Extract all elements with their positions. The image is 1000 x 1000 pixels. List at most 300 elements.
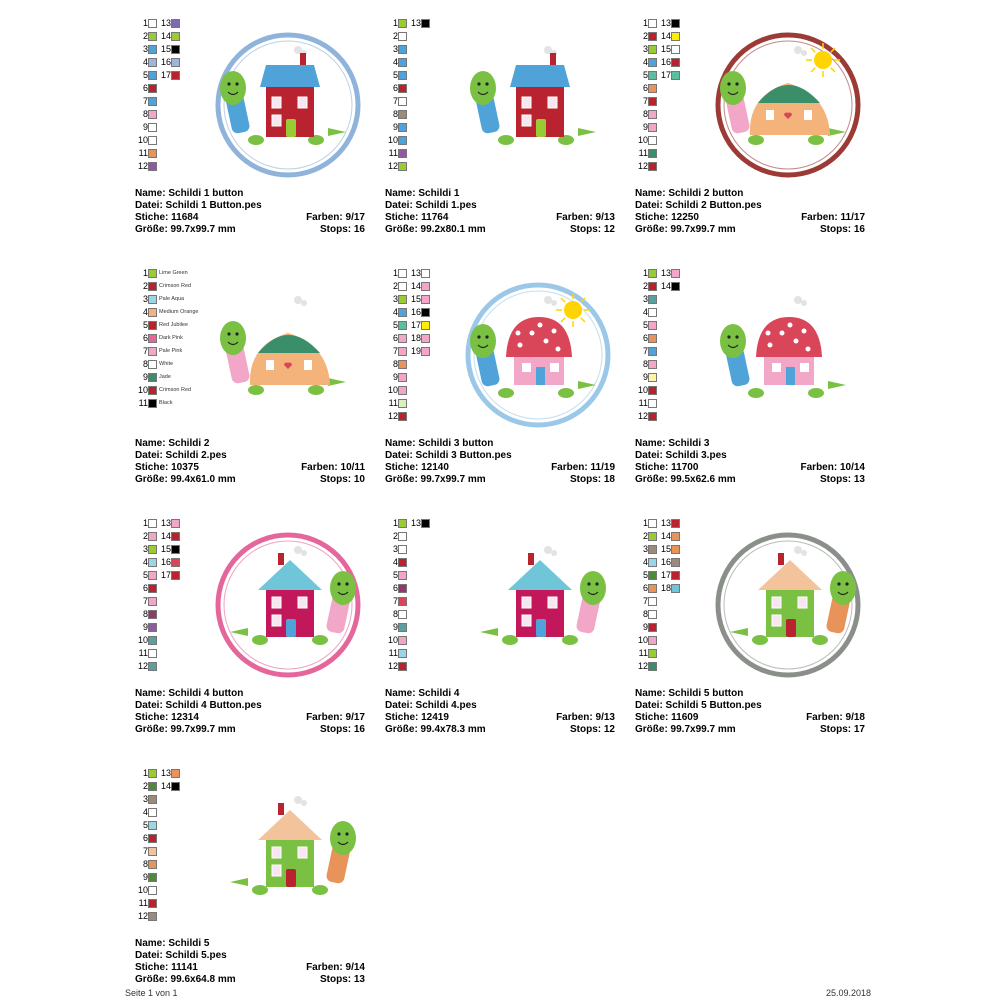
- color-number: 15: [660, 44, 671, 54]
- color-number: 4: [392, 557, 398, 567]
- color-number: 12: [137, 661, 148, 671]
- color-swatch: [648, 386, 657, 395]
- color-swatch: [398, 636, 407, 645]
- size-line: Größe: 99.7x99.7 mm Stops: 16: [635, 224, 865, 235]
- color-swatch: [648, 334, 657, 343]
- file-line: Datei: Schildi 5.pes: [135, 950, 227, 961]
- color-number: 10: [387, 635, 398, 645]
- color-number: 16: [160, 57, 171, 67]
- color-swatch: [398, 282, 407, 291]
- color-swatch: [648, 610, 657, 619]
- color-number: 6: [142, 83, 148, 93]
- color-name: Crimson Red: [159, 283, 192, 289]
- design-info: [635, 688, 865, 736]
- color-number: 14: [660, 31, 671, 41]
- color-swatch: [398, 597, 407, 606]
- color-number: 18: [410, 333, 421, 343]
- file-line: Datei: Schildi 1.pes: [385, 200, 477, 211]
- color-swatch: [671, 45, 680, 54]
- color-swatch: [648, 545, 657, 554]
- color-swatch: [398, 386, 407, 395]
- color-swatch: [648, 269, 657, 278]
- colors-count: Farben: 9/17: [306, 712, 365, 723]
- color-swatch: [648, 58, 657, 67]
- color-number: 11: [638, 148, 648, 158]
- color-swatch: [648, 295, 657, 304]
- stops-count: Stops: 12: [569, 724, 615, 735]
- color-swatch: [148, 649, 157, 658]
- color-number: 9: [142, 372, 148, 382]
- stitches-line: Stiche: 11609 Farben: 9/18: [635, 712, 865, 723]
- color-swatch: [148, 162, 157, 171]
- color-number: 15: [160, 44, 171, 54]
- color-number: 3: [642, 544, 648, 554]
- color-swatch: [398, 360, 407, 369]
- color-swatch: [671, 571, 680, 580]
- design-card: [635, 518, 870, 743]
- stitches-line: Stiche: 11684 Farben: 9/17: [135, 212, 365, 223]
- color-number: 7: [142, 846, 148, 856]
- color-swatch: [398, 347, 407, 356]
- color-swatch: [171, 545, 180, 554]
- color-swatch: [148, 860, 157, 869]
- color-number: 14: [660, 531, 671, 541]
- color-number: 4: [642, 557, 648, 567]
- color-number: 10: [137, 385, 148, 395]
- color-swatch: [398, 295, 407, 304]
- color-number: 1: [642, 518, 648, 528]
- color-number: 6: [392, 333, 398, 343]
- stops-count: Stops: 13: [819, 474, 865, 485]
- color-number: 1: [142, 768, 148, 778]
- color-number: 4: [142, 807, 148, 817]
- name-line: Name: Schildi 2: [135, 438, 210, 449]
- color-number: 14: [160, 531, 171, 541]
- name-line: Name: Schildi 3 button: [385, 438, 494, 449]
- color-swatch: [171, 32, 180, 41]
- design-card: [135, 518, 370, 743]
- color-swatch: [648, 597, 657, 606]
- stops-count: Stops: 10: [319, 474, 365, 485]
- color-number: 10: [637, 135, 648, 145]
- color-number: 15: [410, 294, 421, 304]
- name-line: Name: Schildi 3: [635, 438, 710, 449]
- color-swatch: [148, 71, 157, 80]
- color-number: 3: [642, 44, 648, 54]
- color-swatch: [148, 912, 157, 921]
- color-number: 13: [160, 768, 171, 778]
- color-swatch: [398, 412, 407, 421]
- embroidery-design-image: [713, 23, 863, 183]
- design-info: [385, 438, 615, 486]
- color-name: Crimson Red: [159, 387, 192, 393]
- colors-count: Farben: 9/17: [306, 212, 365, 223]
- color-swatch: [648, 282, 657, 291]
- color-number: 10: [637, 385, 648, 395]
- color-name: Red Jubilee: [159, 322, 189, 328]
- color-number: 4: [642, 57, 648, 67]
- color-swatch: [171, 19, 180, 28]
- color-swatch: [648, 97, 657, 106]
- color-number: 11: [138, 148, 148, 158]
- color-swatch: [398, 334, 407, 343]
- color-number: 2: [392, 31, 398, 41]
- color-swatch: [398, 308, 407, 317]
- color-number: 10: [637, 635, 648, 645]
- color-swatch: [648, 532, 657, 541]
- size-line: Größe: 99.7x99.7 mm Stops: 16: [135, 224, 365, 235]
- color-number: 9: [392, 372, 398, 382]
- color-number: 1: [142, 518, 148, 528]
- color-swatch: [648, 162, 657, 171]
- name-line: Name: Schildi 5 button: [635, 688, 744, 699]
- color-swatch: [148, 558, 157, 567]
- color-number: 16: [660, 557, 671, 567]
- design-info: [635, 438, 865, 486]
- color-name: Lime Green: [159, 270, 188, 276]
- color-swatch: [398, 610, 407, 619]
- color-swatch: [398, 623, 407, 632]
- color-swatch: [148, 110, 157, 119]
- colors-count: Farben: 10/11: [301, 462, 365, 473]
- color-number: 1: [392, 18, 398, 28]
- embroidery-design-image: [463, 273, 613, 433]
- colors-count: Farben: 11/17: [801, 212, 865, 223]
- color-swatch: [148, 136, 157, 145]
- color-number: 17: [410, 320, 421, 330]
- size-line: Größe: 99.2x80.1 mm Stops: 12: [385, 224, 615, 235]
- stops-count: Stops: 16: [319, 224, 365, 235]
- color-swatch: [398, 123, 407, 132]
- color-swatch: [148, 45, 157, 54]
- color-number: 8: [642, 609, 648, 619]
- size-line: Größe: 99.7x99.7 mm Stops: 18: [385, 474, 615, 485]
- color-number: 9: [642, 622, 648, 632]
- color-number: 13: [160, 18, 171, 28]
- embroidery-design-image: [213, 273, 363, 433]
- color-swatch: [398, 84, 407, 93]
- color-swatch: [148, 123, 157, 132]
- color-swatch: [148, 886, 157, 895]
- color-swatch: [398, 45, 407, 54]
- color-swatch: [398, 19, 407, 28]
- design-card: [135, 268, 370, 493]
- color-swatch: [398, 373, 407, 382]
- color-swatch: [148, 321, 157, 330]
- color-number: 12: [637, 411, 648, 421]
- color-name: Pale Aqua: [159, 296, 185, 302]
- design-card: [385, 518, 620, 743]
- color-number: 8: [392, 109, 398, 119]
- color-number: 2: [642, 281, 648, 291]
- file-line: Datei: Schildi 4.pes: [385, 700, 477, 711]
- color-number: 14: [160, 781, 171, 791]
- color-number: 5: [392, 320, 398, 330]
- color-number: 16: [160, 557, 171, 567]
- color-swatch: [398, 110, 407, 119]
- color-number: 8: [642, 359, 648, 369]
- color-swatch: [148, 360, 157, 369]
- color-swatch: [398, 136, 407, 145]
- embroidery-design-image: [713, 523, 863, 683]
- color-number: 11: [388, 648, 398, 658]
- color-swatch: [398, 532, 407, 541]
- color-swatch: [671, 282, 680, 291]
- color-number: 6: [142, 333, 148, 343]
- color-swatch: [421, 334, 430, 343]
- stops-count: Stops: 16: [819, 224, 865, 235]
- stitches-line: Stiche: 11141 Farben: 9/14: [135, 962, 365, 973]
- color-swatch: [648, 110, 657, 119]
- color-swatch: [398, 269, 407, 278]
- color-number: 9: [142, 622, 148, 632]
- color-number: 6: [642, 333, 648, 343]
- colors-count: Farben: 9/14: [306, 962, 365, 973]
- color-number: 1: [392, 518, 398, 528]
- color-number: 8: [142, 859, 148, 869]
- color-swatch: [171, 782, 180, 791]
- color-number: 3: [392, 294, 398, 304]
- color-swatch: [148, 334, 157, 343]
- design-info: [385, 688, 615, 736]
- color-swatch: [398, 545, 407, 554]
- color-number: 11: [638, 648, 648, 658]
- color-number: 1: [142, 18, 148, 28]
- color-name: Black: [159, 400, 173, 406]
- size-line: Größe: 99.5x62.6 mm Stops: 13: [635, 474, 865, 485]
- embroidery-design-image: [713, 273, 863, 433]
- color-swatch: [148, 636, 157, 645]
- color-number: 2: [142, 281, 148, 291]
- color-number: 2: [142, 531, 148, 541]
- color-number: 11: [388, 148, 398, 158]
- size-line: Größe: 99.6x64.8 mm Stops: 13: [135, 974, 365, 985]
- color-number: 7: [142, 346, 148, 356]
- color-swatch: [148, 373, 157, 382]
- color-number: 13: [410, 268, 421, 278]
- color-swatch: [671, 19, 680, 28]
- color-number: 17: [160, 70, 171, 80]
- size-line: Größe: 99.4x78.3 mm Stops: 12: [385, 724, 615, 735]
- color-swatch: [648, 136, 657, 145]
- color-swatch: [671, 58, 680, 67]
- stops-count: Stops: 13: [319, 974, 365, 985]
- color-swatch: [148, 662, 157, 671]
- file-line: Datei: Schildi 2.pes: [135, 450, 227, 461]
- color-number: 2: [142, 31, 148, 41]
- color-swatch: [648, 123, 657, 132]
- color-number: 12: [387, 661, 398, 671]
- color-number: 3: [142, 794, 148, 804]
- color-number: 5: [142, 320, 148, 330]
- name-line: Name: Schildi 5: [135, 938, 210, 949]
- color-swatch: [648, 19, 657, 28]
- color-swatch: [148, 32, 157, 41]
- colors-count: Farben: 10/14: [800, 462, 865, 473]
- color-swatch: [648, 623, 657, 632]
- stitches-line: Stiche: 12250 Farben: 11/17: [635, 212, 865, 223]
- color-swatch: [171, 571, 180, 580]
- color-number: 1: [642, 18, 648, 28]
- color-swatch: [148, 610, 157, 619]
- color-number: 3: [642, 294, 648, 304]
- color-number: 1: [642, 268, 648, 278]
- design-card: [385, 268, 620, 493]
- color-swatch: [148, 347, 157, 356]
- color-number: 6: [642, 583, 648, 593]
- color-number: 15: [660, 544, 671, 554]
- color-swatch: [148, 84, 157, 93]
- color-number: 13: [410, 18, 421, 28]
- size-line: Größe: 99.7x99.7 mm Stops: 16: [135, 724, 365, 735]
- color-swatch: [148, 399, 157, 408]
- color-swatch: [671, 545, 680, 554]
- colors-count: Farben: 9/13: [556, 212, 615, 223]
- color-swatch: [421, 308, 430, 317]
- color-number: 2: [392, 281, 398, 291]
- color-number: 14: [410, 281, 421, 291]
- color-swatch: [171, 769, 180, 778]
- design-info: [135, 938, 365, 986]
- color-swatch: [148, 308, 157, 317]
- color-swatch: [148, 519, 157, 528]
- color-swatch: [148, 597, 157, 606]
- color-number: 14: [160, 31, 171, 41]
- color-number: 5: [642, 570, 648, 580]
- color-name: White: [159, 361, 174, 367]
- color-number: 6: [392, 583, 398, 593]
- name-line: Name: Schildi 1 button: [135, 188, 244, 199]
- color-number: 7: [142, 96, 148, 106]
- name-line: Name: Schildi 2 button: [635, 188, 744, 199]
- color-number: 8: [142, 359, 148, 369]
- color-number: 3: [392, 44, 398, 54]
- design-info: [385, 188, 615, 236]
- color-swatch: [398, 399, 407, 408]
- color-number: 12: [637, 661, 648, 671]
- color-number: 9: [142, 872, 148, 882]
- color-swatch: [398, 321, 407, 330]
- color-swatch: [148, 899, 157, 908]
- design-card: [635, 268, 870, 493]
- color-name: Jade: [159, 374, 171, 380]
- color-swatch: [148, 834, 157, 843]
- embroidery-design-image: [213, 23, 363, 183]
- color-number: 7: [642, 596, 648, 606]
- color-number: 10: [387, 385, 398, 395]
- color-swatch: [148, 584, 157, 593]
- stops-count: Stops: 18: [569, 474, 615, 485]
- color-swatch: [148, 769, 157, 778]
- color-swatch: [398, 662, 407, 671]
- design-card: [135, 768, 370, 993]
- color-number: 13: [660, 518, 671, 528]
- color-swatch: [648, 45, 657, 54]
- color-swatch: [148, 782, 157, 791]
- color-swatch: [148, 19, 157, 28]
- color-swatch: [398, 162, 407, 171]
- color-number: 7: [142, 596, 148, 606]
- color-swatch: [648, 399, 657, 408]
- embroidery-design-image: [213, 523, 363, 683]
- color-swatch: [148, 532, 157, 541]
- color-number: 4: [642, 307, 648, 317]
- name-line: Name: Schildi 4: [385, 688, 460, 699]
- color-swatch: [148, 282, 157, 291]
- colors-count: Farben: 9/18: [806, 712, 865, 723]
- design-card: [135, 18, 370, 243]
- color-swatch: [421, 282, 430, 291]
- color-swatch: [148, 58, 157, 67]
- color-swatch: [398, 97, 407, 106]
- color-swatch: [398, 149, 407, 158]
- stitches-line: Stiche: 11764 Farben: 9/13: [385, 212, 615, 223]
- design-info: [135, 438, 365, 486]
- color-name: Medium Orange: [159, 309, 199, 315]
- color-swatch: [648, 636, 657, 645]
- color-number: 11: [138, 398, 148, 408]
- colors-count: Farben: 11/19: [551, 462, 615, 473]
- color-swatch: [171, 71, 180, 80]
- color-swatch: [421, 321, 430, 330]
- color-number: 10: [137, 885, 148, 895]
- color-number: 4: [392, 307, 398, 317]
- design-card: [385, 18, 620, 243]
- color-number: 2: [392, 531, 398, 541]
- color-number: 6: [642, 83, 648, 93]
- color-number: 17: [160, 570, 171, 580]
- color-swatch: [148, 545, 157, 554]
- color-number: 12: [137, 161, 148, 171]
- color-swatch: [148, 821, 157, 830]
- color-swatch: [148, 295, 157, 304]
- stitches-line: Stiche: 12314 Farben: 9/17: [135, 712, 365, 723]
- color-swatch: [148, 623, 157, 632]
- color-swatch: [648, 412, 657, 421]
- color-swatch: [148, 571, 157, 580]
- color-number: 8: [392, 609, 398, 619]
- color-swatch: [648, 149, 657, 158]
- color-swatch: [648, 71, 657, 80]
- color-swatch: [171, 58, 180, 67]
- embroidery-design-image: [463, 23, 613, 183]
- file-line: Datei: Schildi 4 Button.pes: [135, 700, 262, 711]
- stops-count: Stops: 16: [319, 724, 365, 735]
- file-line: Datei: Schildi 1 Button.pes: [135, 200, 262, 211]
- color-swatch: [648, 662, 657, 671]
- file-line: Datei: Schildi 3.pes: [635, 450, 727, 461]
- color-number: 2: [642, 531, 648, 541]
- color-swatch: [398, 584, 407, 593]
- color-swatch: [398, 649, 407, 658]
- color-number: 7: [392, 346, 398, 356]
- size-line: Größe: 99.4x61.0 mm Stops: 10: [135, 474, 365, 485]
- color-swatch: [671, 584, 680, 593]
- color-swatch: [671, 558, 680, 567]
- name-line: Name: Schildi 1: [385, 188, 460, 199]
- print-date: 25.09.2018: [826, 988, 872, 998]
- color-number: 5: [642, 320, 648, 330]
- color-number: 7: [642, 346, 648, 356]
- color-number: 6: [392, 83, 398, 93]
- color-number: 13: [410, 518, 421, 528]
- color-swatch: [648, 519, 657, 528]
- color-number: 17: [660, 570, 671, 580]
- color-swatch: [148, 808, 157, 817]
- color-swatch: [671, 532, 680, 541]
- color-swatch: [171, 532, 180, 541]
- color-number: 13: [660, 18, 671, 28]
